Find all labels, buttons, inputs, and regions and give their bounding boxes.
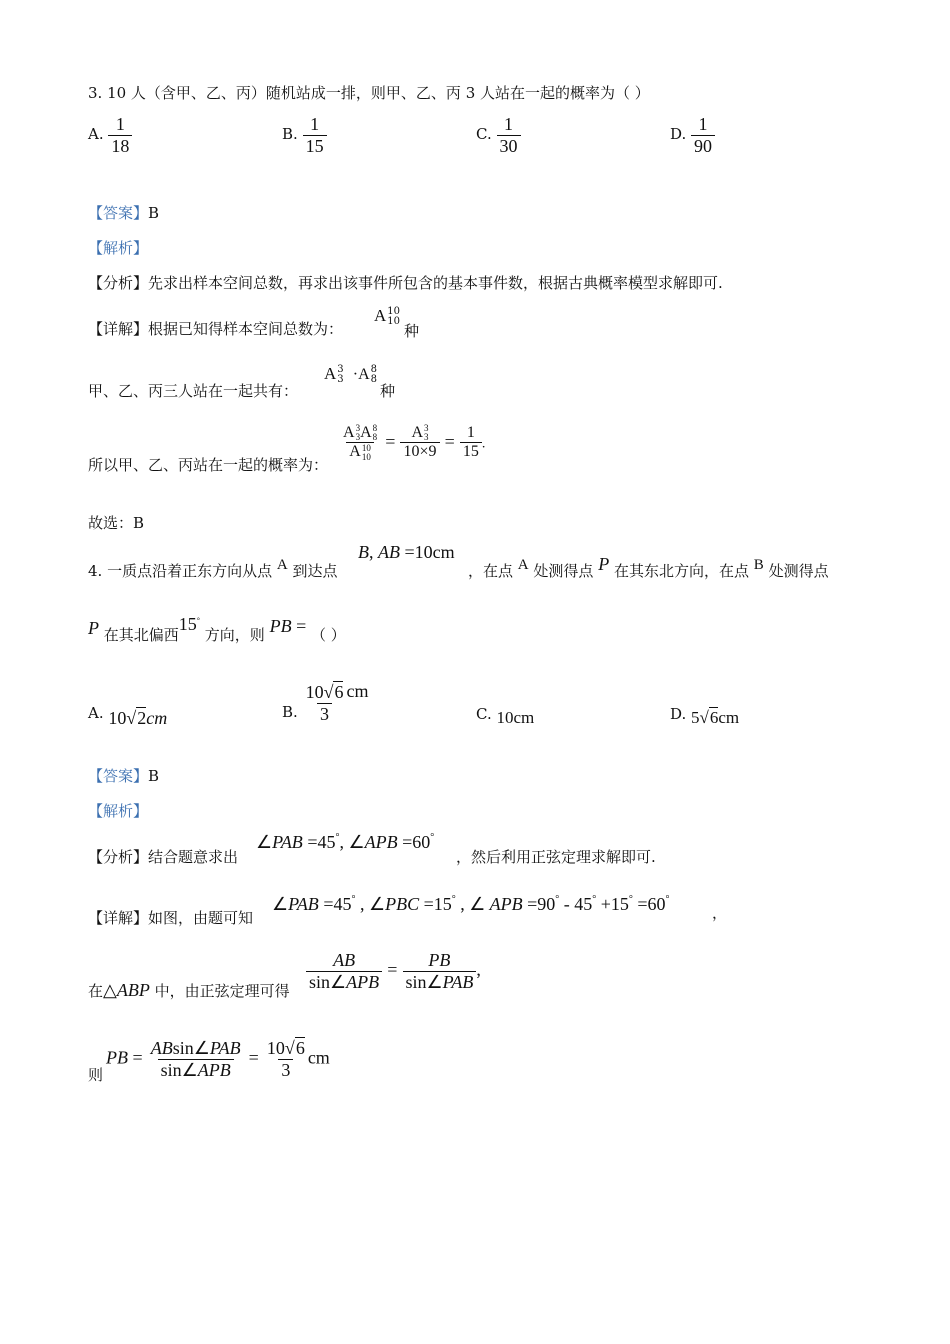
q3-formula-a10: A 10 10: [374, 305, 401, 327]
q4-answer-line: [88, 765, 159, 786]
option-label: B.: [282, 703, 298, 722]
xiangjie-text: 根据已知得样本空间总数为：: [148, 320, 344, 338]
xiangjie-tag: 【详解】: [88, 909, 149, 927]
fenxi-text: 先求出样本空间总数，再求出该事件所包含的基本事件数，根据古典概率模型求解即可.: [148, 274, 723, 292]
q4-fenxi-line: [88, 846, 238, 867]
stem-part: 处测得点: [768, 562, 829, 580]
fenxi-tag: 【分析】: [88, 848, 149, 866]
stem-part: （ ）: [311, 626, 346, 644]
q3-option-b: [282, 114, 327, 156]
q4-stem-line1b: ，在点 A 处测得点 P 在其东北方向，在点 B 处测得点: [468, 554, 829, 580]
answer-value: B: [148, 767, 160, 785]
option-label: D.: [670, 705, 687, 723]
stem-part: ，在点: [468, 562, 514, 580]
q3-option-d: [670, 114, 715, 156]
q3-zhong-1: 种: [404, 322, 420, 340]
q4-jiexi-tag: [88, 800, 148, 821]
option-value: 10cm: [496, 708, 535, 727]
q4-stem-line1: 4. 一质点沿着正东方向从点 A 到达点: [88, 557, 338, 580]
q4-stem-line2: P 在其北偏西15° 方向，则 PB = （ ）: [88, 614, 346, 644]
q4-comma: ，: [712, 904, 728, 922]
q4-option-b: B. $\frac{10√6}{3}$ cm: [282, 681, 369, 724]
option-label: B.: [282, 125, 298, 144]
option-label: C.: [476, 705, 492, 723]
q3-guxuan: 故选：B: [88, 514, 145, 532]
q3-probability-formula: A 3 3 A 8 8 A 10 10 = A 3 3 10×9 = $\frac{1}{15}$ .: [343, 423, 486, 462]
xiangjie-tag: 【详解】: [88, 320, 149, 338]
q3-stem: 3. 10 人（含甲、乙、丙）随机站成一排，则甲、乙、丙 3 人站在一起的概率为（ ）: [88, 84, 650, 102]
text-part: 在: [88, 982, 104, 1000]
stem-part: 处测得点: [533, 562, 594, 580]
option-label: C.: [476, 125, 492, 144]
answer-tag: 【答案】: [88, 204, 149, 222]
stem-part: 在其北偏西: [103, 626, 179, 644]
stem-part: 在其东北方向，在点: [614, 562, 750, 580]
option-fraction: $\frac{1}{15}$: [303, 114, 327, 156]
q4-option-a: A. 10√2cm: [88, 704, 168, 728]
q4-fenxi-formula: ∠PAB =45°, ∠APB =60°: [256, 832, 435, 852]
q3-option-c: [476, 114, 521, 156]
q4-fenxi-tail: ，然后利用正弦定理求解即可.: [456, 848, 656, 866]
q3-zhong-2: 种: [380, 382, 396, 400]
fenxi-tag: 【分析】: [88, 274, 149, 292]
q4-sine-law: $\frac{AB}{\text{sin∠APB}}$ = $\frac{PB}{\text{sin∠PAB}}$ ,: [306, 950, 481, 992]
q4-formula-ab: B, AB =10cm: [358, 542, 455, 562]
option-label: A.: [88, 704, 104, 722]
q4-xiangjie-line: [88, 907, 253, 928]
option-label: D.: [670, 125, 687, 144]
xiangjie-text: 如图，由题可知: [148, 909, 254, 927]
stem-part: 到达点: [292, 562, 338, 580]
q3-fenxi-line: [88, 272, 723, 293]
stem-part: 方向，则: [204, 626, 265, 644]
q3-answer-line: [88, 202, 159, 223]
text-part: 中，由正弦定理可得: [154, 982, 290, 1000]
q3-formula-a3a8: A 3 3 ·A 8 8: [324, 363, 378, 385]
stem-part: 4. 一质点沿着正东方向从点: [88, 562, 273, 580]
q3-xiangjie-line: [88, 318, 343, 339]
text-part: 则: [88, 1066, 104, 1084]
fenxi-text: 结合题意求出: [148, 848, 239, 866]
option-label: A.: [88, 125, 104, 144]
q4-option-d: D. 5√6cm: [670, 705, 740, 727]
option-fraction: $\frac{1}{30}$: [497, 114, 521, 156]
q3-jiexi-tag: [88, 237, 148, 258]
q4-result-formula: PB = $\frac{\text{ABsin∠PAB}}{\text{sin∠APB}}$ = $\frac{10√6}{3}$ cm: [106, 1038, 330, 1080]
q3-option-a: [88, 114, 132, 156]
answer-tag: 【答案】: [88, 767, 149, 785]
q3-line3-text: 所以甲、乙、丙站在一起的概率为：: [88, 456, 329, 474]
option-fraction: $\frac{1}{18}$: [108, 114, 132, 156]
q3-line2-text: 甲、乙、丙三人站在一起共有：: [88, 382, 299, 400]
q4-line2: 在△ABP 中，由正弦定理可得: [88, 980, 290, 1000]
jiexi-tag: 【解析】: [88, 239, 149, 257]
option-fraction: $\frac{1}{90}$: [691, 114, 715, 156]
answer-value: B: [148, 204, 160, 222]
jiexi-tag: 【解析】: [88, 802, 149, 820]
q4-line3: [88, 1064, 103, 1085]
q4-option-c: [476, 704, 535, 727]
q4-xiangjie-formula: ∠PAB =45° , ∠PBC =15° , ∠ APB =90° - 45° +15° =60°: [272, 894, 670, 914]
